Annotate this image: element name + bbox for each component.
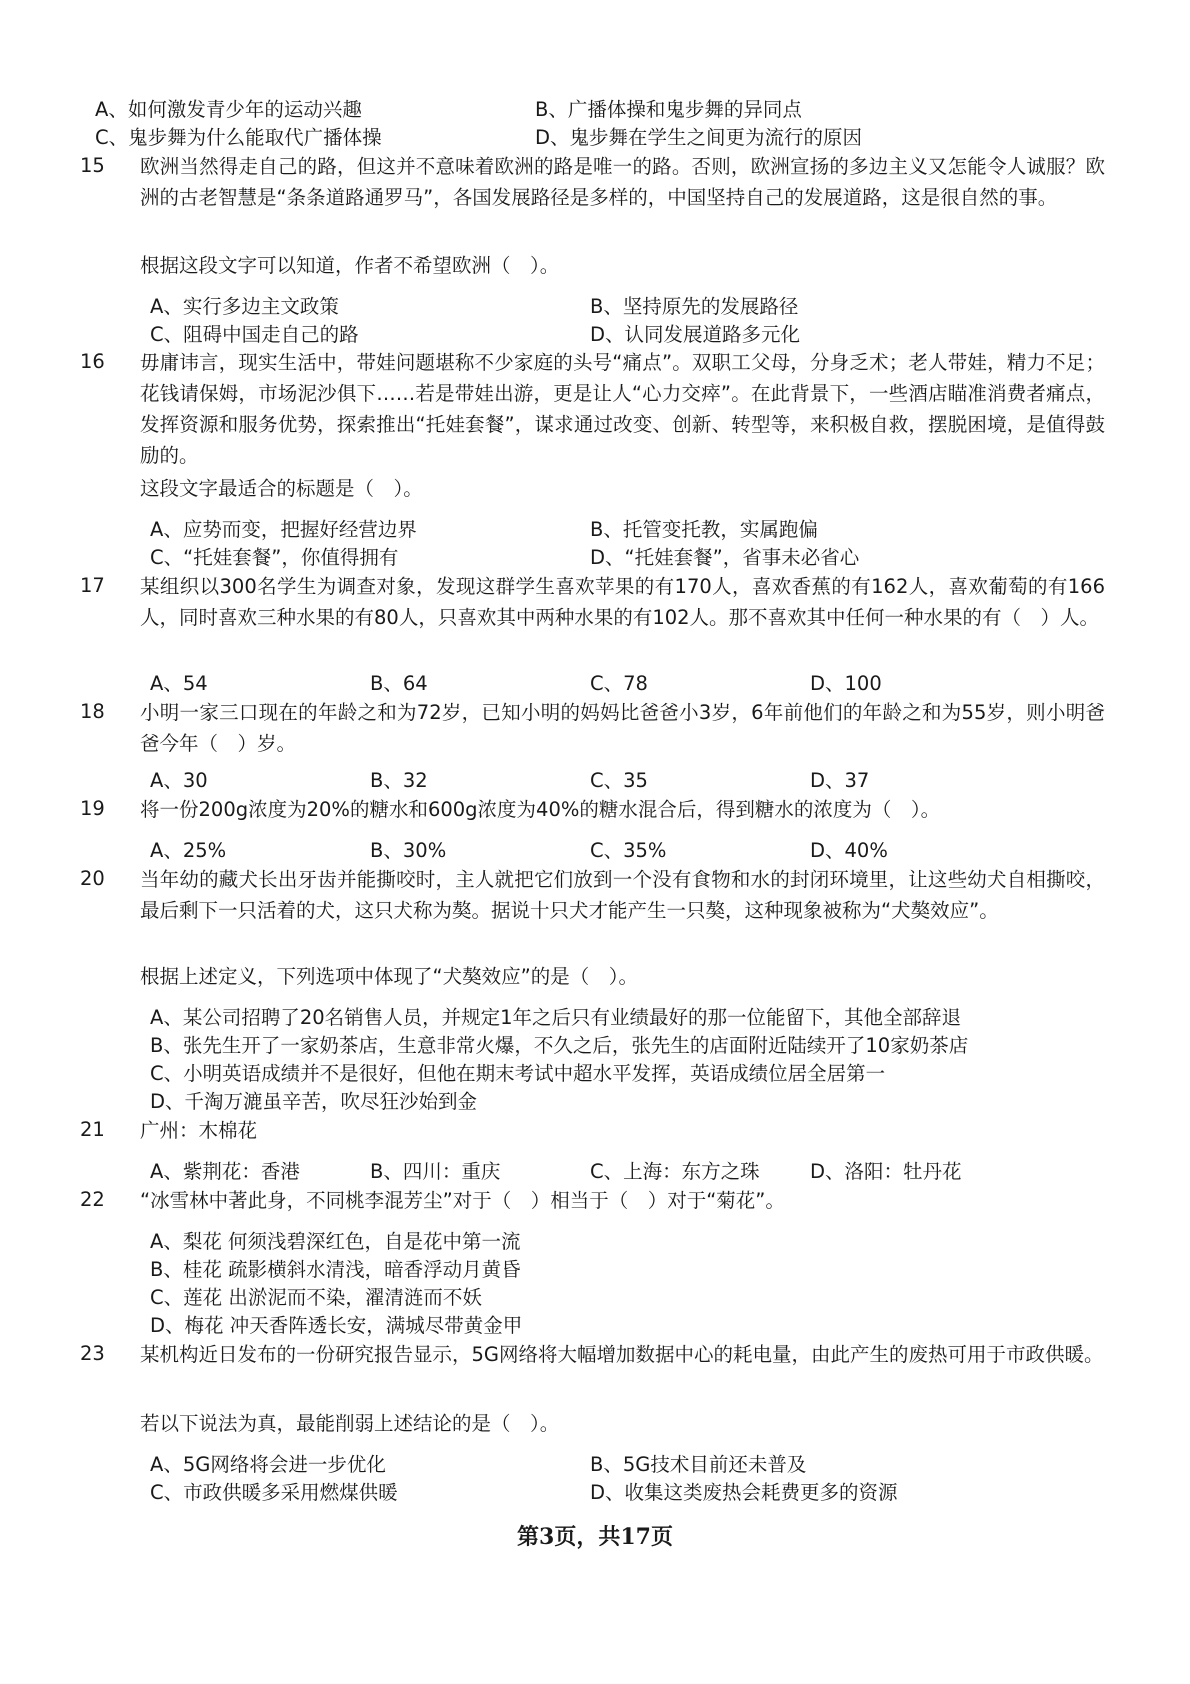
q18-number: 18 xyxy=(80,700,105,723)
q18-option-d: D、37 xyxy=(810,769,870,792)
q21-option-b: B、四川：重庆 xyxy=(370,1160,501,1183)
q23-stem: 某机构近日发布的一份研究报告显示，5G网络将大幅增加数据中心的耗电量，由此产生的废热可用于市政供暖。 xyxy=(140,1343,1104,1366)
q18-option-b: B、32 xyxy=(370,769,428,792)
q21-stem: 广州：木棉花 xyxy=(140,1119,258,1142)
q16-option-d: D、“托娃套餐”，省事未必省心 xyxy=(590,546,860,569)
q16-question: 这段文字最适合的标题是（ ）。 xyxy=(140,477,423,500)
q22-option-a: A、梨花 何须浅碧深红色，自是花中第一流 xyxy=(150,1230,521,1253)
q15-option-a: A、实行多边主文政策 xyxy=(150,295,339,318)
q20-stem: 当年幼的藏犬长出牙齿并能撕咬时，主人就把它们放到一个没有食物和水的封闭环境里，让这些幼犬自相撕咬，最后剩下一只活着的犬，这只犬称为獒。据说十只犬才能产生一只獒，这种现象被称为“犬獒效应”。 xyxy=(140,868,1105,922)
q15-stem: 欧洲当然得走自己的路，但这并不意味着欧洲的路是唯一的路。否则，欧洲宣扬的多边主义又怎能令人诚服？欧洲的古老智慧是“条条道路通罗马”，各国发展路径是多样的，中国坚持自己的发展道路，这是很自然的事。 xyxy=(140,155,1105,209)
q23-option-a: A、5G网络将会进一步优化 xyxy=(150,1453,386,1476)
q15-option-b: B、坚持原先的发展路径 xyxy=(590,295,799,318)
q15-number: 15 xyxy=(80,154,105,177)
q22-stem: “冰雪林中著此身，不同桃李混芳尘”对于（ ）相当于（ ）对于“菊花”。 xyxy=(140,1189,785,1212)
q17-option-a: A、54 xyxy=(150,672,208,695)
q20-option-a: A、某公司招聘了20名销售人员，并规定1年之后只有业绩最好的那一位能留下，其他全部辞退 xyxy=(150,1006,962,1029)
q16-option-b: B、托管变托教，实属跑偏 xyxy=(590,518,818,541)
q15-option-d: D、认同发展道路多元化 xyxy=(590,323,801,346)
q17-option-d: D、100 xyxy=(810,672,882,695)
q23-option-d: D、收集这类废热会耗费更多的资源 xyxy=(590,1481,898,1504)
q16-option-a: A、应势而变，把握好经营边界 xyxy=(150,518,417,541)
q17-stem: 某组织以300名学生为调查对象，发现这群学生喜欢苹果的有170人，喜欢香蕉的有162人，喜欢葡萄的有166人，同时喜欢三种水果的有80人，只喜欢其中两种水果的有102人。那不喜欢其中任何一种水果的有（ ）人。 xyxy=(140,575,1105,629)
q17-option-b: B、64 xyxy=(370,672,428,695)
q14-option-b: B、广播体操和鬼步舞的异同点 xyxy=(535,98,802,121)
q18-option-a: A、30 xyxy=(150,769,208,792)
q23-number: 23 xyxy=(80,1342,105,1365)
q19-stem: 将一份200g浓度为20%的糖水和600g浓度为40%的糖水混合后，得到糖水的浓度为（ ）。 xyxy=(140,798,941,821)
q23-option-c: C、市政供暖多采用燃煤供暖 xyxy=(150,1481,398,1504)
q21-option-a: A、紫荆花：香港 xyxy=(150,1160,300,1183)
q17-option-c: C、78 xyxy=(590,672,648,695)
q17-number: 17 xyxy=(80,574,105,597)
q14-option-c: C、鬼步舞为什么能取代广播体操 xyxy=(95,126,382,149)
q16-stem: 毋庸讳言，现实生活中，带娃问题堪称不少家庭的头号“痛点”。双职工父母，分身乏术；老人带娃，精力不足；花钱请保姆，市场泥沙俱下……若是带娃出游，更是让人“心力交瘁”。在此背景下，一些酒店瞄准消费者痛点，发挥资源和服务优势，探索推出“托娃套餐”，谋求通过改变、创新、转型等，来积极自救，摆脱困境，是值得鼓励的。 xyxy=(140,351,1105,467)
q19-option-b: B、30% xyxy=(370,839,447,862)
q15-option-c: C、阻碍中国走自己的路 xyxy=(150,323,359,346)
q20-option-d: D、千淘万漉虽辛苦，吹尽狂沙始到金 xyxy=(150,1090,478,1113)
q22-option-d: D、梅花 冲天香阵透长安，满城尽带黄金甲 xyxy=(150,1314,523,1337)
q16-option-c: C、“托娃套餐”，你值得拥有 xyxy=(150,546,399,569)
q22-number: 22 xyxy=(80,1188,105,1211)
q21-option-d: D、洛阳：牡丹花 xyxy=(810,1160,962,1183)
q16-number: 16 xyxy=(80,350,105,373)
q23-question: 若以下说法为真，最能削弱上述结论的是（ ）。 xyxy=(140,1412,560,1435)
q14-option-a: A、如何激发青少年的运动兴趣 xyxy=(95,98,362,121)
page-footer: 第3页，共17页 xyxy=(517,1524,673,1550)
q21-number: 21 xyxy=(80,1118,105,1141)
q20-number: 20 xyxy=(80,867,105,890)
q19-number: 19 xyxy=(80,797,105,820)
q20-option-b: B、张先生开了一家奶茶店，生意非常火爆，不久之后，张先生的店面附近陆续开了10家奶茶店 xyxy=(150,1034,969,1057)
q20-question: 根据上述定义，下列选项中体现了“犬獒效应”的是（ ）。 xyxy=(140,965,638,988)
q14-option-d: D、鬼步舞在学生之间更为流行的原因 xyxy=(535,126,863,149)
q22-option-c: C、莲花 出淤泥而不染，濯清涟而不妖 xyxy=(150,1286,482,1309)
q22-option-b: B、桂花 疏影横斜水清浅，暗香浮动月黄昏 xyxy=(150,1258,521,1281)
q18-stem: 小明一家三口现在的年龄之和为72岁，已知小明的妈妈比爸爸小3岁，6年前他们的年龄之和为55岁，则小明爸爸今年（ ）岁。 xyxy=(140,701,1105,755)
q19-option-d: D、40% xyxy=(810,839,888,862)
q20-option-c: C、小明英语成绩并不是很好，但他在期末考试中超水平发挥，英语成绩位居全居第一 xyxy=(150,1062,886,1085)
q18-option-c: C、35 xyxy=(590,769,648,792)
q19-option-c: C、35% xyxy=(590,839,667,862)
q15-question: 根据这段文字可以知道，作者不希望欧洲（ ）。 xyxy=(140,254,560,277)
q23-option-b: B、5G技术目前还未普及 xyxy=(590,1453,807,1476)
q21-option-c: C、上海：东方之珠 xyxy=(590,1160,760,1183)
q19-option-a: A、25% xyxy=(150,839,227,862)
